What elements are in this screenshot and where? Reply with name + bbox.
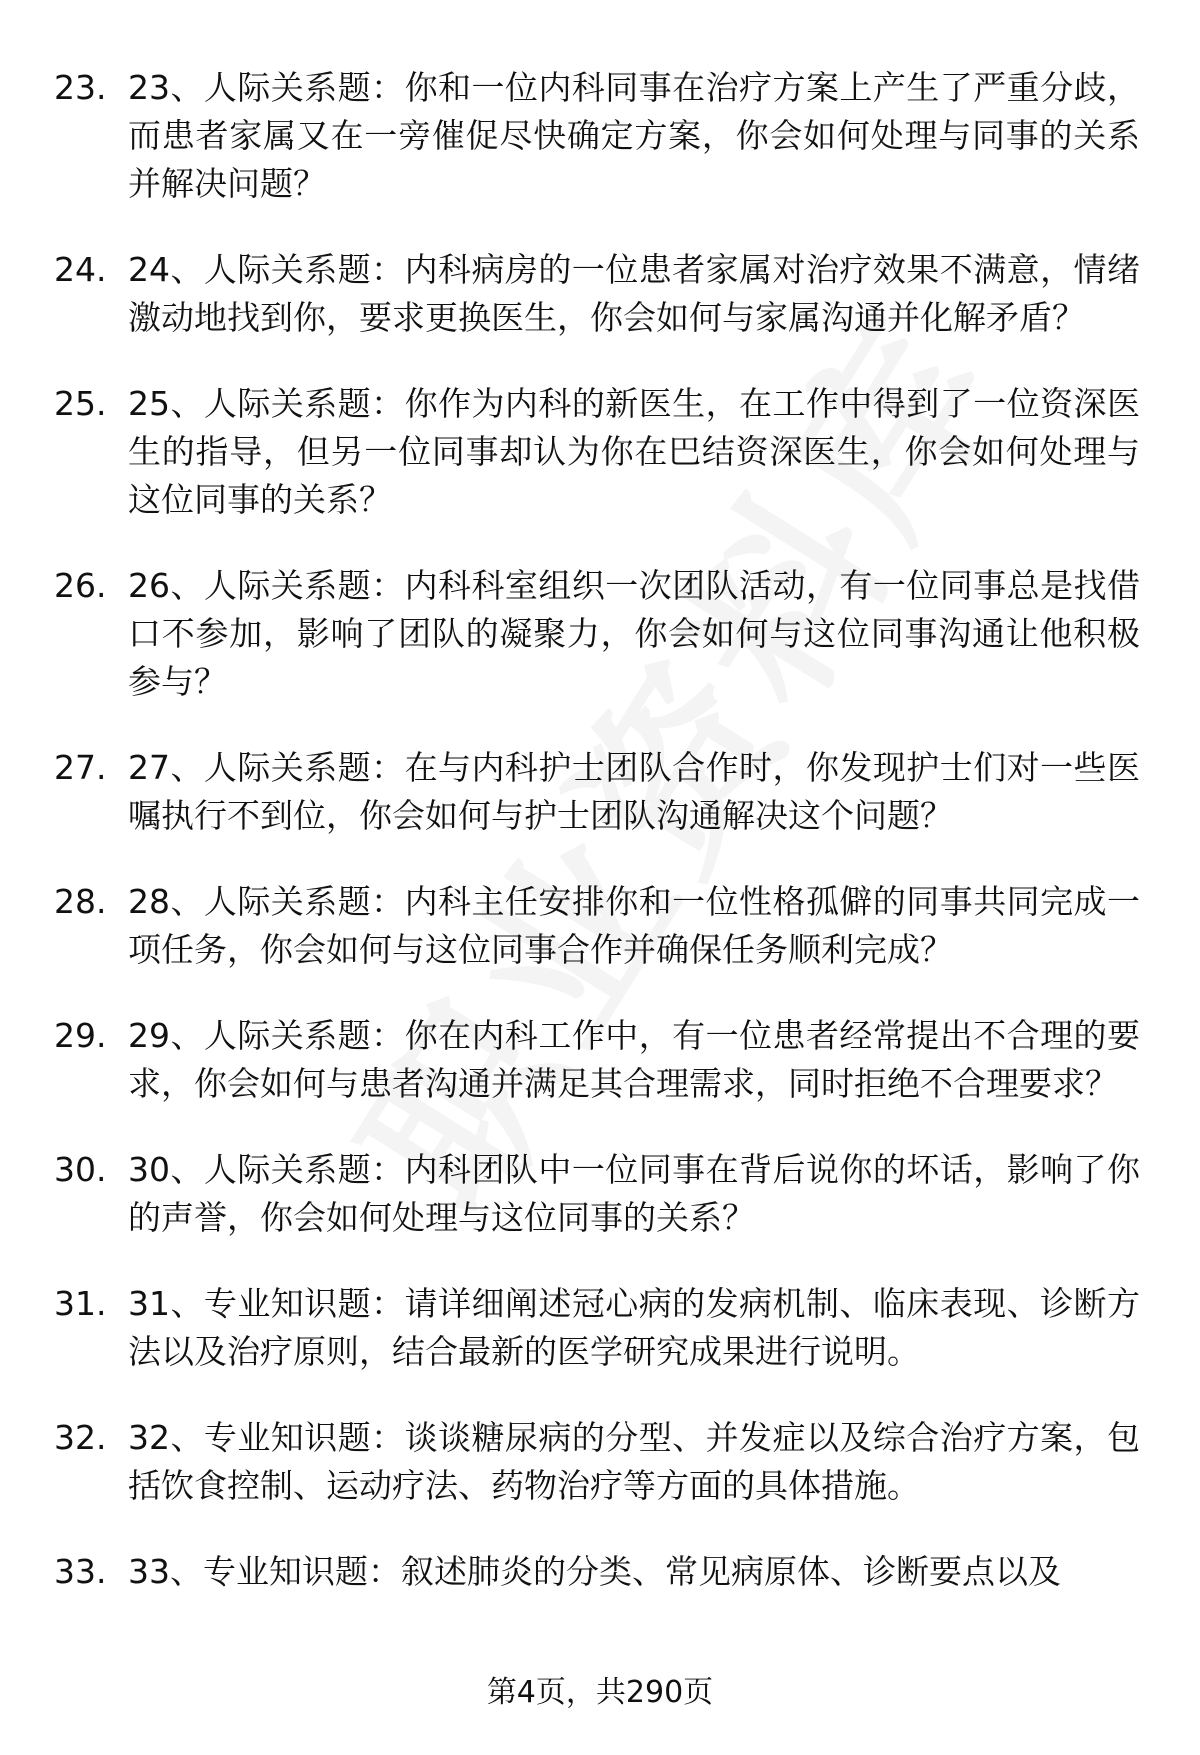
question-item	[0, 562, 1200, 706]
question-item	[0, 380, 1200, 524]
question-text: 26、人际关系题：内科科室组织一次团队活动，有一位同事总是找借口不参加，影响了团队的凝聚力，你会如何与这位同事沟通让他积极参与？	[128, 566, 1140, 701]
question-text: 24、人际关系题：内科病房的一位患者家属对治疗效果不满意，情绪激动地找到你，要求更换医生，你会如何与家属沟通并化解矛盾？	[128, 250, 1140, 337]
question-number: 31.	[54, 1284, 107, 1323]
question-number: 25.	[54, 384, 107, 423]
question-number: 32.	[54, 1418, 107, 1457]
question-number: 23.	[54, 68, 107, 107]
question-item	[0, 1414, 1200, 1510]
question-text: 31、专业知识题：请详细阐述冠心病的发病机制、临床表现、诊断方法以及治疗原则，结合最新的医学研究成果进行说明。	[128, 1284, 1140, 1371]
question-number: 28.	[54, 882, 107, 921]
question-item	[0, 878, 1200, 974]
question-text: 25、人际关系题：你作为内科的新医生，在工作中得到了一位资深医生的指导，但另一位同事却认为你在巴结资深医生，你会如何处理与这位同事的关系？	[128, 384, 1140, 519]
page-number-label: 第4页，共290页	[486, 1675, 714, 1710]
question-item	[0, 64, 1200, 208]
question-text: 28、人际关系题：内科主任安排你和一位性格孤僻的同事共同完成一项任务，你会如何与这位同事合作并确保任务顺利完成？	[128, 882, 1140, 969]
question-item	[0, 1012, 1200, 1108]
question-item	[0, 1548, 1200, 1596]
question-number: 30.	[54, 1150, 107, 1189]
question-number: 29.	[54, 1016, 107, 1055]
question-number: 33.	[54, 1552, 107, 1591]
question-text: 23、人际关系题：你和一位内科同事在治疗方案上产生了严重分歧，而患者家属又在一旁催促尽快确定方案，你会如何处理与同事的关系并解决问题？	[128, 68, 1140, 203]
question-text: 27、人际关系题：在与内科护士团队合作时，你发现护士们对一些医嘱执行不到位，你会如何与护士团队沟通解决这个问题？	[128, 748, 1140, 835]
question-item	[0, 246, 1200, 342]
question-item	[0, 1280, 1200, 1376]
question-number: 27.	[54, 748, 107, 787]
question-text: 33、专业知识题：叙述肺炎的分类、常见病原体、诊断要点以及	[128, 1552, 1061, 1591]
question-number: 24.	[54, 250, 107, 289]
question-list	[0, 64, 1200, 1634]
page-footer	[0, 1673, 1200, 1713]
question-text: 30、人际关系题：内科团队中一位同事在背后说你的坏话，影响了你的声誉，你会如何处理与这位同事的关系？	[128, 1150, 1140, 1237]
question-item	[0, 744, 1200, 840]
question-number: 26.	[54, 566, 107, 605]
question-text: 32、专业知识题：谈谈糖尿病的分型、并发症以及综合治疗方案，包括饮食控制、运动疗法、药物治疗等方面的具体措施。	[128, 1418, 1140, 1505]
question-item	[0, 1146, 1200, 1242]
question-text: 29、人际关系题：你在内科工作中，有一位患者经常提出不合理的要求，你会如何与患者沟通并满足其合理需求，同时拒绝不合理要求？	[128, 1016, 1140, 1103]
